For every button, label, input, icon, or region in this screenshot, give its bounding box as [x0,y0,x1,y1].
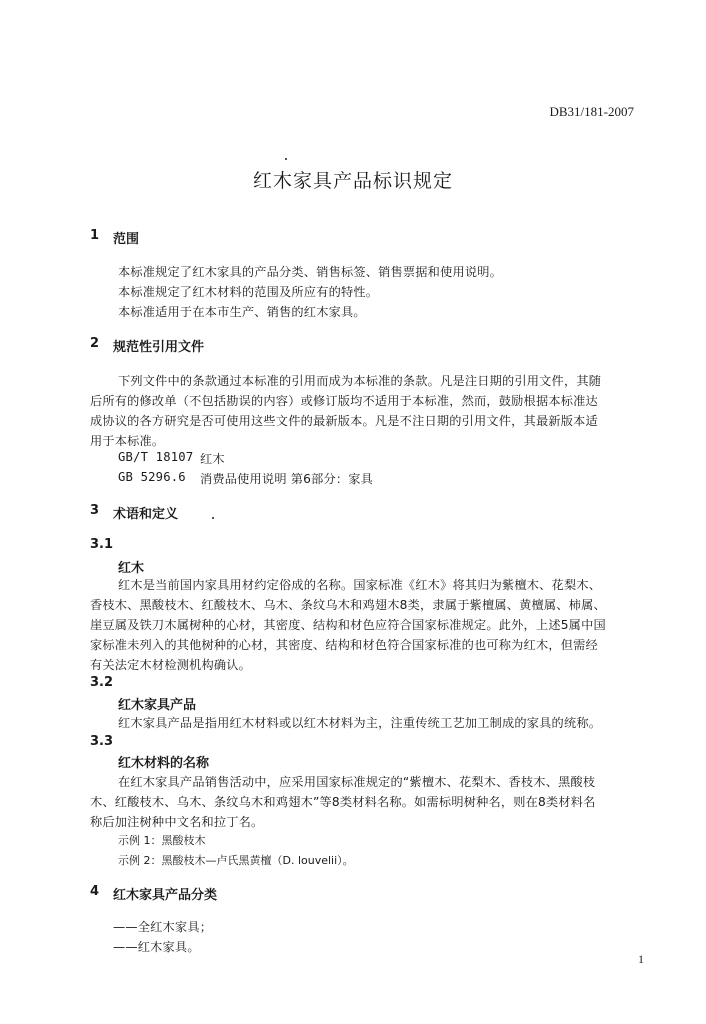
section-3-heading: 术语和定义 [113,507,179,522]
scan-speck [285,158,287,160]
definition-line: 红木是当前国内家具用材约定俗成的名称。国家标准《红木》将其归为紫檀木、花梨木、 [118,578,602,592]
term-name: 红木家具产品 [118,698,197,713]
section-2-number: 2 [90,336,100,351]
scan-speck [212,517,214,519]
definition-line: 在红木家具产品销售活动中，应采用国家标准规定的“紫檀木、花梨木、香枝木、黑酸枝 [118,775,596,789]
term-name: 红木材料的名称 [118,756,210,771]
reference-code: GB 5296.6 [118,470,186,484]
classification-item: ——红木家具。 [113,940,200,954]
reference-code: GB/T 18107 [118,450,194,464]
page-number: 1 [638,952,644,966]
section-2-line: 下列文件中的条款通过本标准的引用而成为本标准的条款。凡是注日期的引用文件，其随 [118,374,602,388]
definition-line: 香枝木、黑酸枝木、红酸枝木、乌木、条纹乌木和鸡翅木8类，隶属于紫檀属、黄檀属、柿属、 [90,598,606,612]
clause-number: 3.2 [90,675,114,690]
section-1-heading: 范围 [113,232,140,247]
document-title: 红木家具产品标识规定 [252,170,453,192]
reference-title: 消费品使用说明 第6部分：家具 [200,472,374,486]
definition-line: 崖豆属及铁刀木属树种的心材，其密度、结构和材色应符合国家标准规定。此外，上述5属中国 [90,618,606,632]
definition-line: 家标准未列入的其他树种的心材，其密度、结构和材色符合国家标准的也可称为红木，但需经 [90,638,598,652]
term-name: 红木 [118,561,145,576]
section-1-line: 本标准规定了红木家具的产品分类、销售标签、销售票据和使用说明。 [118,265,503,279]
standard-number: DB31/181-2007 [549,104,634,119]
reference-title: 红木 [200,452,225,466]
section-1-line: 本标准规定了红木材料的范围及所应有的特性。 [118,285,379,299]
example-line: 示例 1：黑酸枝木 [118,834,206,847]
section-1-number: 1 [90,228,100,243]
definition-line: 有关法定木材检测机构确认。 [90,658,252,672]
classification-item: ——全红木家具； [113,920,213,934]
section-2-heading: 规范性引用文件 [113,340,205,355]
section-2-line: 用于本标准。 [90,434,165,448]
section-2-line: 成协议的各方研究是否可使用这些文件的最新版本。凡是不注日期的引用文件，其最新版本适 [90,414,598,428]
section-1-line: 本标准适用于在本市生产、销售的红木家具。 [118,305,366,319]
clause-number: 3.1 [90,537,114,552]
section-2-line: 后所有的修改单（不包括勘误的内容）或修订版均不适用于本标准，然而，鼓励根据本标准达 [90,394,598,408]
definition-line: 称后加注树种中文名和拉丁名。 [90,815,264,829]
section-3-number: 3 [90,503,100,518]
section-4-number: 4 [90,884,100,899]
example-line: 示例 2：黑酸枝木—卢氏黑黄檀（D. louvelii）。 [118,854,354,867]
definition-line: 红木家具产品是指用红木材料或以红木材料为主，注重传统工艺加工制成的家具的统称。 [118,716,602,730]
definition-line: 木、红酸枝木、乌木、条纹乌木和鸡翅木”等8类材料名称。如需标明树种名，则在8类材料名 [90,795,596,809]
clause-number: 3.3 [90,734,114,749]
section-4-heading: 红木家具产品分类 [113,888,218,903]
